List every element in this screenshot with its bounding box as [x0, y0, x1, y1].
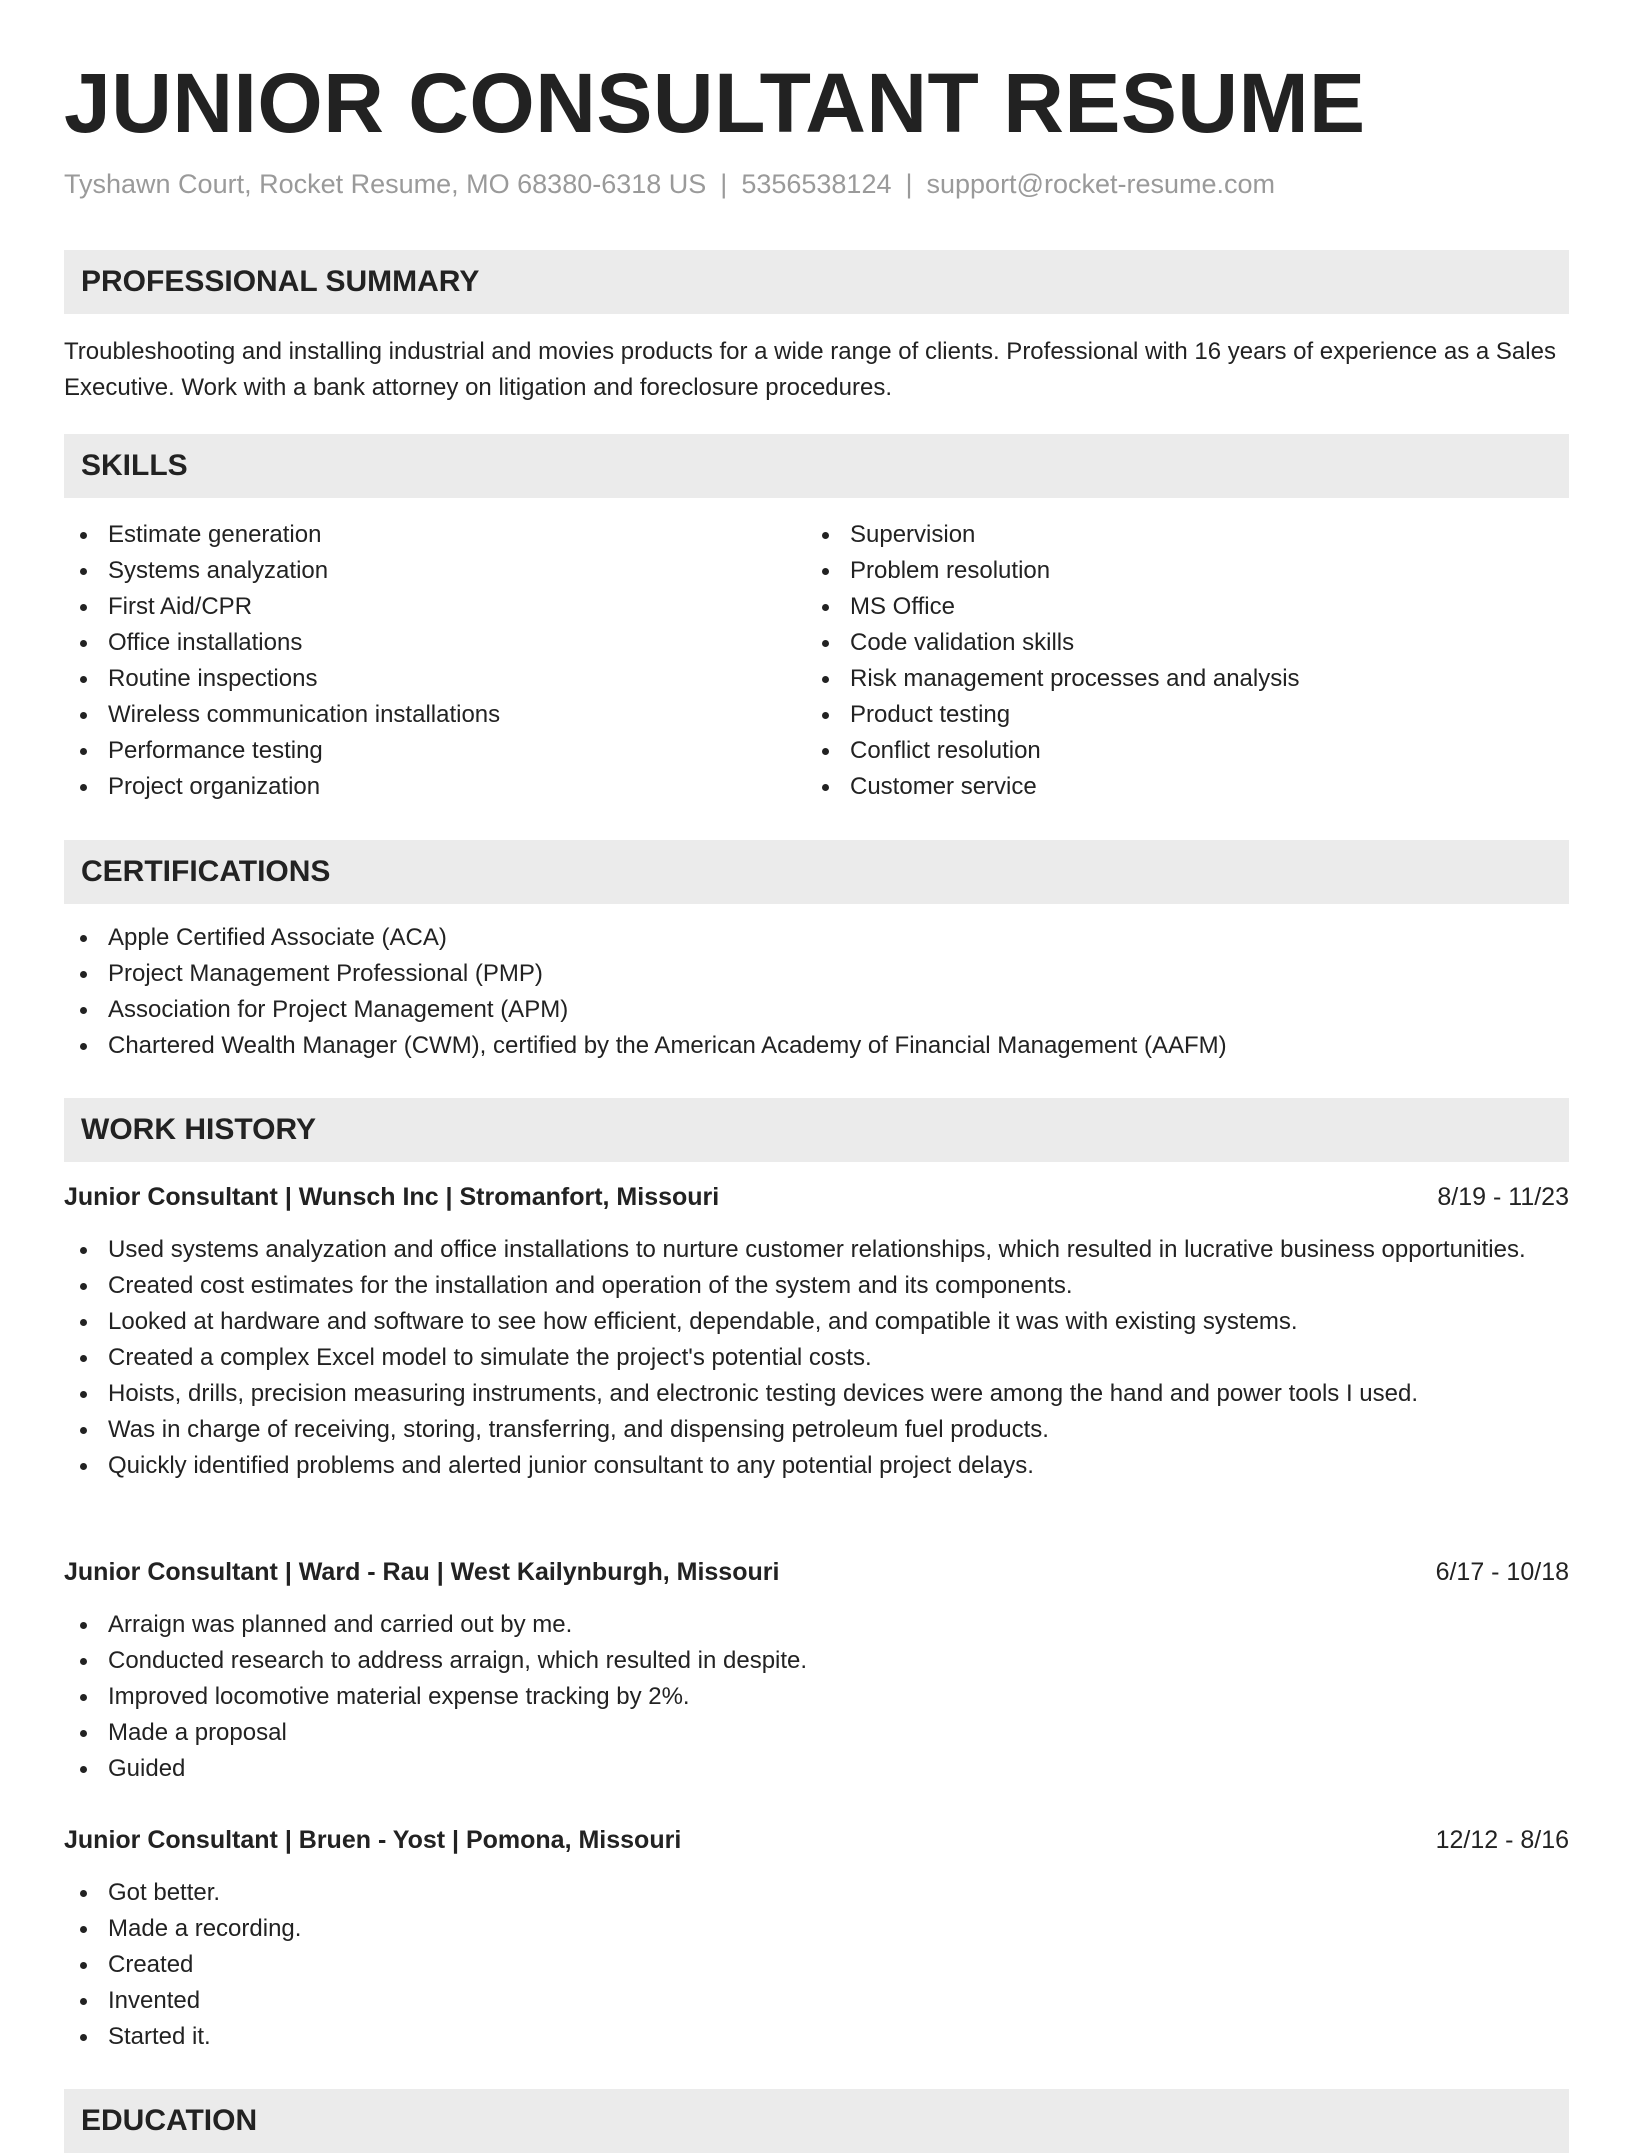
job-bullet: Made a proposal — [64, 1715, 1534, 1751]
certification-item: Association for Project Management (APM) — [64, 992, 1569, 1028]
job-dates: 6/17 - 10/18 — [1435, 1558, 1569, 1586]
certification-item: Apple Certified Associate (ACA) — [64, 920, 1569, 956]
job-bullet: Created — [64, 1947, 1534, 1983]
job-bullet: Used systems analyzation and office installations to nurture customer relationships, which resulted in lucrative business opportunities. — [64, 1232, 1534, 1268]
job-dates: 8/19 - 11/23 — [1437, 1183, 1569, 1211]
job-bullet: Improved locomotive material expense tracking by 2%. — [64, 1679, 1534, 1715]
skill-item: Risk management processes and analysis — [806, 661, 1566, 697]
skill-item: MS Office — [806, 589, 1566, 625]
job-bullets — [64, 1607, 1534, 1787]
skills-list-right — [806, 517, 1566, 805]
skill-item: Problem resolution — [806, 553, 1566, 589]
skill-item: Performance testing — [64, 733, 804, 769]
skills-section-header — [64, 434, 1569, 498]
skill-item: Customer service — [806, 769, 1566, 805]
job-header — [64, 1822, 1569, 1858]
job-bullet: Got better. — [64, 1875, 1534, 1911]
job-bullet: Created a complex Excel model to simulate the project's potential costs. — [64, 1340, 1534, 1376]
skill-item: Supervision — [806, 517, 1566, 553]
skills-list-left — [64, 517, 804, 805]
contact-line — [64, 166, 1275, 202]
job-header — [64, 1179, 1569, 1215]
job-title: Junior Consultant | Bruen - Yost | Pomona, Missouri — [64, 1826, 682, 1854]
job-header — [64, 1554, 1569, 1590]
job-bullet: Looked at hardware and software to see how efficient, dependable, and compatible it was with existing systems. — [64, 1304, 1534, 1340]
job-dates: 12/12 - 8/16 — [1435, 1826, 1569, 1854]
education-heading: EDUCATION — [81, 2104, 258, 2137]
job-bullets — [64, 1232, 1534, 1484]
skill-item: Routine inspections — [64, 661, 804, 697]
summary-text: Troubleshooting and installing industrial and movies products for a wide range of clients. Professional with 16 years of experience as a Sales Executive. Work with a bank attorney on litigation and foreclosure procedures. — [64, 338, 1556, 401]
summary-heading: PROFESSIONAL SUMMARY — [81, 265, 480, 298]
certifications-section-header — [64, 840, 1569, 904]
education-section-header — [64, 2089, 1569, 2153]
certifications-list — [64, 920, 1569, 1064]
contact-separator: | — [905, 169, 913, 199]
resume-title: JUNIOR CONSULTANT RESUME — [64, 56, 1366, 150]
work-section-header — [64, 1098, 1569, 1162]
job-bullet: Hoists, drills, precision measuring instruments, and electronic testing devices were among the hand and power tools I used. — [64, 1376, 1534, 1412]
skill-item: Wireless communication installations — [64, 697, 804, 733]
job-bullet: Guided — [64, 1751, 1534, 1787]
job-bullet: Made a recording. — [64, 1911, 1534, 1947]
job-bullets — [64, 1875, 1534, 2055]
job-bullet: Started it. — [64, 2019, 1534, 2055]
certification-item: Chartered Wealth Manager (CWM), certified by the American Academy of Financial Management (AAFM) — [64, 1028, 1569, 1064]
job-bullet: Conducted research to address arraign, which resulted in despite. — [64, 1643, 1534, 1679]
skills-heading: SKILLS — [81, 449, 188, 482]
skill-item: Project organization — [64, 769, 804, 805]
job-bullet: Was in charge of receiving, storing, transferring, and dispensing petroleum fuel products. — [64, 1412, 1534, 1448]
skill-item: First Aid/CPR — [64, 589, 804, 625]
skill-item: Conflict resolution — [806, 733, 1566, 769]
skill-item: Estimate generation — [64, 517, 804, 553]
skill-item: Code validation skills — [806, 625, 1566, 661]
job-bullet: Created cost estimates for the installation and operation of the system and its components. — [64, 1268, 1534, 1304]
skill-item: Product testing — [806, 697, 1566, 733]
job-bullet: Arraign was planned and carried out by me. — [64, 1607, 1534, 1643]
contact-phone: 5356538124 — [741, 169, 892, 199]
summary-section-header — [64, 250, 1569, 314]
certification-item: Project Management Professional (PMP) — [64, 956, 1569, 992]
contact-address: Tyshawn Court, Rocket Resume, MO 68380-6318 US — [64, 169, 707, 199]
job-bullet: Invented — [64, 1983, 1534, 2019]
job-title: Junior Consultant | Ward - Rau | West Kailynburgh, Missouri — [64, 1558, 780, 1586]
skill-item: Systems analyzation — [64, 553, 804, 589]
certifications-heading: CERTIFICATIONS — [81, 855, 331, 888]
skill-item: Office installations — [64, 625, 804, 661]
job-bullet: Quickly identified problems and alerted junior consultant to any potential project delays. — [64, 1448, 1534, 1484]
contact-email: support@rocket-resume.com — [926, 169, 1276, 199]
work-heading: WORK HISTORY — [81, 1113, 317, 1146]
job-title: Junior Consultant | Wunsch Inc | Stromanfort, Missouri — [64, 1183, 720, 1211]
contact-separator: | — [720, 169, 728, 199]
